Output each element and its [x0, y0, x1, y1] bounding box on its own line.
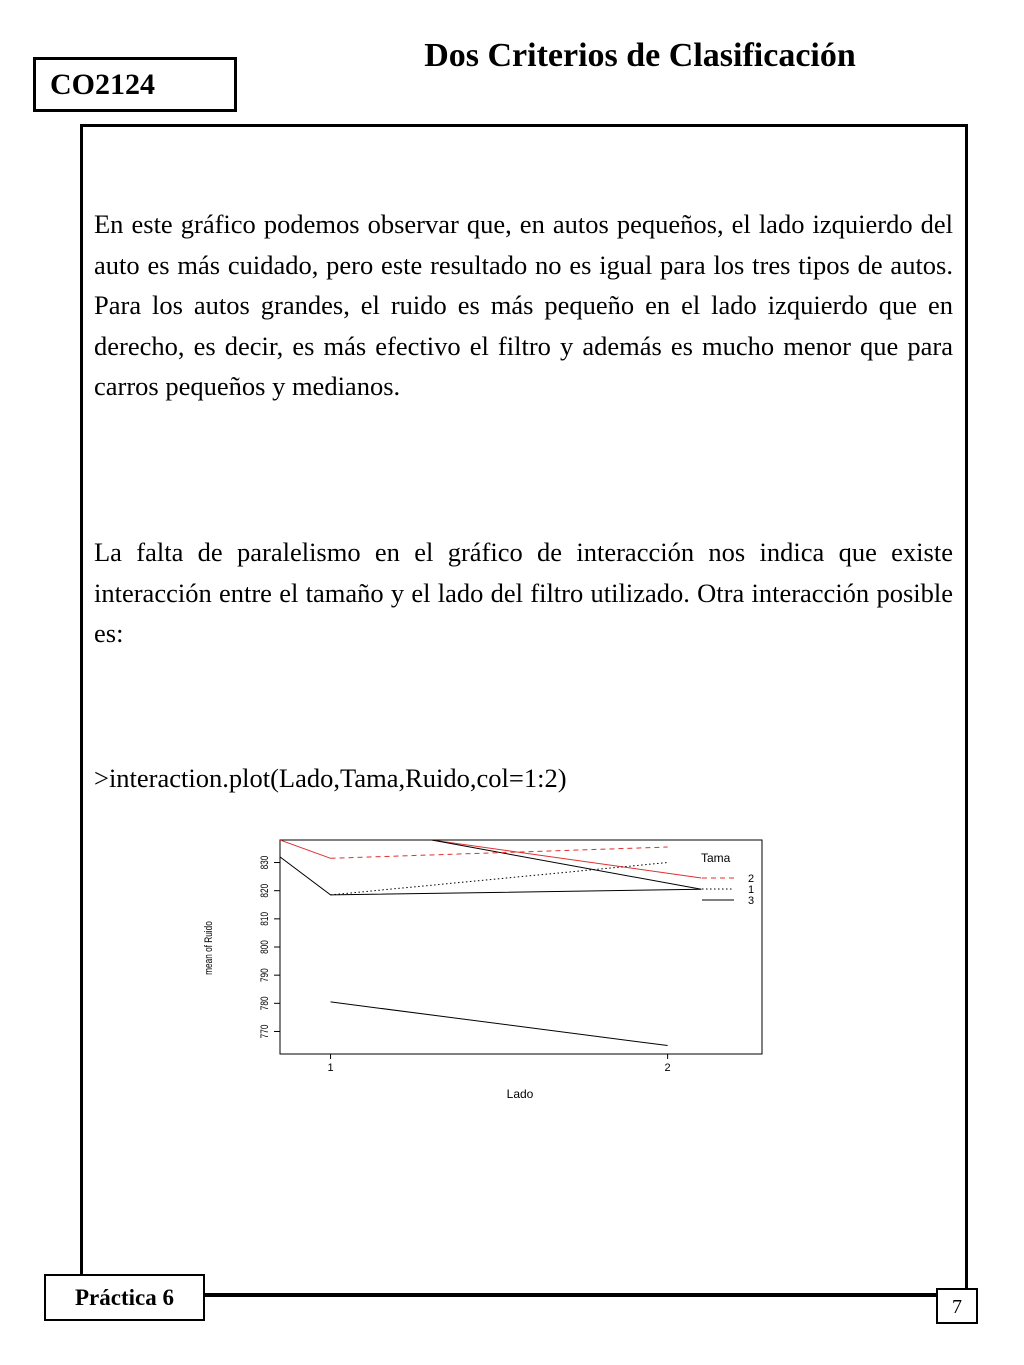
- y-tick-label: 790: [258, 968, 272, 983]
- series-line-1: [331, 863, 668, 895]
- interaction-line: [280, 857, 701, 895]
- x-axis-label: Lado: [506, 1087, 534, 1101]
- x-axis: [327, 1054, 670, 1074]
- paragraph-2: La falta de paralelismo en el gráfico de interacción nos indica que existe interacción entre el tamaño y el lado del filtro utilizado. Otra interacción posible es:: [94, 537, 953, 648]
- course-code-badge: CO2124: [33, 57, 237, 112]
- series-line-3: [331, 1002, 668, 1046]
- legend-title: Tama: [701, 851, 731, 865]
- page-number: 7: [936, 1288, 978, 1324]
- y-axis-label: mean of Ruido: [202, 921, 216, 975]
- x-tick-label: 1: [327, 1062, 334, 1074]
- y-tick-label: 780: [258, 996, 272, 1011]
- interaction-line: [280, 840, 331, 858]
- legend-label-1: 1: [748, 884, 755, 896]
- paragraph-1: En este gráfico podemos observar que, en autos pequeños, el lado izquierdo del auto es más cuidado, pero este resultado no es igual para los tres tipos de autos. Para los autos grandes, el ruido es más pequeño en el lado izquierdo que en derecho, es decir, es más efectivo el filtro y además es mucho menor que para carros pequeños y medianos.: [94, 209, 953, 401]
- x-tick-label: 2: [664, 1062, 671, 1074]
- y-tick-label: 770: [258, 1024, 272, 1039]
- series-layer: [280, 840, 701, 1046]
- footer-rule: [205, 1294, 941, 1297]
- legend: [702, 873, 754, 907]
- y-axis: [259, 855, 280, 1038]
- y-tick-label: 800: [258, 940, 272, 954]
- y-tick-label: 830: [258, 855, 272, 870]
- y-tick-label: 810: [258, 911, 272, 926]
- practice-label: Práctica 6: [44, 1274, 205, 1321]
- plot-area: [280, 840, 762, 1054]
- legend-label-3: 3: [748, 895, 755, 907]
- y-tick-label: 820: [258, 883, 272, 898]
- r-command: >interaction.plot(Lado,Tama,Ruido,col=1:2): [94, 763, 567, 793]
- page-title: Dos Criterios de Clasificación: [424, 37, 856, 74]
- interaction-plot: [196, 828, 796, 1118]
- legend-label-2: 2: [748, 873, 755, 885]
- interaction-line: [432, 840, 702, 889]
